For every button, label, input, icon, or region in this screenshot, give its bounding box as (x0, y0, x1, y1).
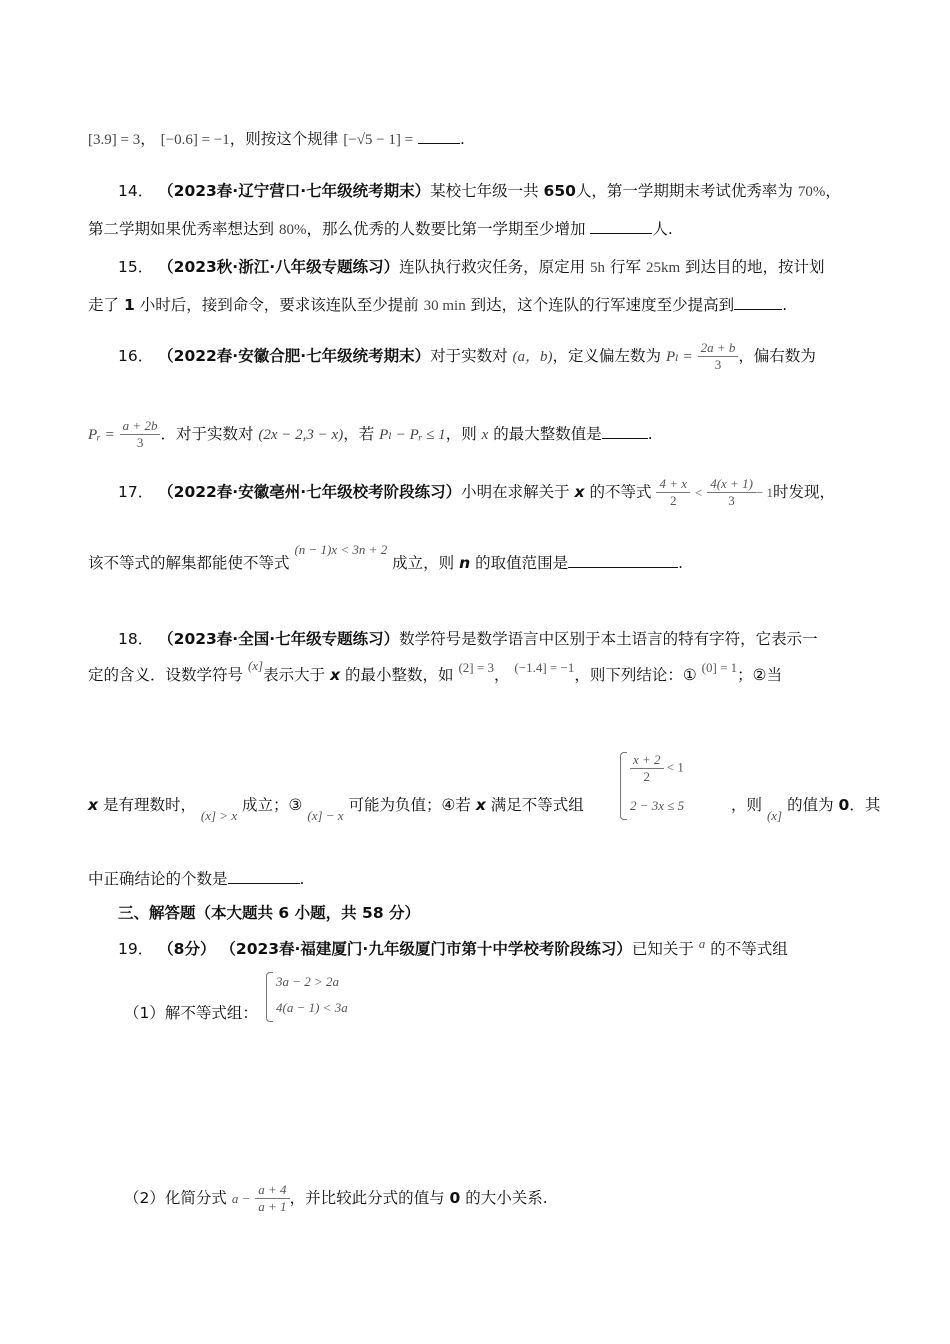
problem-text: 可能为负值；④若 (348, 796, 471, 814)
problem-text: 成立，则 (392, 554, 455, 572)
problem-source: （2022春·安徽亳州·七年级校考阶段练习） (158, 483, 462, 501)
problem-16-line-2 (88, 418, 653, 451)
problem-text: 的取值范围是 (475, 554, 569, 572)
problem-text: ，则下列结论：① (574, 666, 697, 684)
problem-source: （2023春·辽宁营口·七年级统考期末） (158, 182, 431, 200)
period: . (647, 425, 653, 443)
expr-floor-3-9: [3.9] = 3 (88, 132, 141, 148)
problem-text: 中正确结论的个数是 (88, 870, 228, 888)
system-eq-1 (630, 752, 684, 785)
variable-x: x (330, 666, 341, 684)
answer-blank-17[interactable] (568, 553, 678, 568)
problem-number: 16． (118, 347, 154, 365)
simplify-fraction (255, 1182, 289, 1215)
problem-18-line-3 (88, 794, 584, 823)
fraction (630, 752, 664, 785)
right-number-fraction (120, 418, 161, 451)
problem-number: 15． (118, 258, 154, 276)
period: . (678, 554, 684, 572)
conclusion-3: (x] − x (307, 808, 344, 823)
conclusion-1: (0] = 1 (701, 660, 738, 675)
percent-80: 80% (278, 222, 307, 238)
fraction-denominator: 3 (728, 493, 735, 508)
answer-blank-18[interactable] (228, 869, 300, 884)
problem-text: 表示大于 (263, 666, 326, 684)
problem-number: 14． (118, 182, 154, 200)
problem-number: 18． (118, 630, 154, 648)
problem-text: 该不等式的解集都能使不等式 (88, 554, 290, 572)
problem-text: ，并比较此分式的值与 (289, 1189, 445, 1207)
problem-text: ，定义偏左数为 (552, 347, 662, 365)
variable-x: x (481, 427, 489, 443)
fraction-left (656, 476, 690, 509)
problem-text: 的大小关系. (465, 1189, 548, 1207)
problem-text: ，那么优秀的人数要比第一学期至少增加 (306, 220, 586, 238)
fraction-numerator: 4 + x (656, 476, 690, 493)
fraction-denominator: a + 1 (258, 1199, 287, 1214)
ceil-symbol: (x] (247, 658, 264, 673)
inequality-n: (n − 1)x < 3n + 2 (294, 542, 388, 557)
problem-19-part-1 (124, 1002, 258, 1024)
expr-sqrt5: [−√5 − 1] = (343, 132, 414, 148)
problem-15-line-2 (88, 294, 787, 317)
problem-16-line-1 (118, 340, 816, 373)
problem-text: ，若 (343, 425, 375, 443)
answer-blank-14[interactable] (590, 219, 652, 234)
rhs: < 1 (666, 759, 684, 775)
problem-text: 时发现， (773, 483, 836, 501)
section-title-mid: 小题，共 (294, 904, 357, 922)
number-1: 1 (123, 296, 135, 314)
brace (266, 972, 273, 1022)
problem-text: 的最大整数值是 (493, 425, 602, 443)
number-650: 650 (543, 182, 576, 200)
example-2: (−1.4] = −1 (514, 660, 575, 675)
problem-text: 的不等式组 (710, 940, 788, 958)
fraction-numerator: a + 4 (255, 1182, 289, 1199)
problem-text: 对于实数对 (430, 347, 508, 365)
problem-source: （2023春·福建厦门·九年级厦门市第十中学校考阶段练习） (220, 940, 632, 958)
separator: ， (140, 130, 156, 148)
value-30min: 30 min (423, 298, 466, 314)
problem-text: 连队执行救灾任务，原定用 (399, 258, 586, 276)
expr-floor-neg-0-6: [−0.6] = −1 (160, 132, 230, 148)
inequality-system-18 (620, 752, 730, 822)
expr-a-minus: a − (231, 1191, 251, 1206)
number-0: 0 (449, 1189, 461, 1207)
problem-source: （2022春·安徽合肥·七年级统考期末） (158, 347, 431, 365)
brace (620, 752, 627, 820)
fraction-numerator: 4(x + 1) (707, 476, 756, 493)
period: . (299, 870, 305, 888)
variable-x: x (574, 483, 585, 501)
fraction-denominator: 2 (669, 493, 677, 508)
problem-19-part-2 (124, 1182, 548, 1215)
problem-text: 的不等式 (589, 483, 652, 501)
problem-text: 小时后，接到命令，要求该连队至少提前 (139, 296, 419, 314)
problem-18-line-4 (88, 868, 304, 890)
problem-source: （2023秋·浙江·八年级专题练习） (158, 258, 400, 276)
percent-70: 70% (797, 184, 826, 200)
problem-number: 17． (118, 483, 154, 501)
problem-15-line-1 (118, 256, 825, 279)
problem-text: 定的含义．设数学符号 (88, 666, 244, 684)
problem-text: 数学符号是数学语言中区别于本土语言的特有字符，它表示一 (399, 630, 818, 648)
value-5h: 5h (590, 260, 606, 276)
problem-14-line-2 (88, 218, 673, 241)
answer-blank-16[interactable] (602, 424, 648, 439)
right-number-label: Pᵣ = (88, 427, 115, 443)
problem-18-line-2 (88, 658, 783, 687)
variable-a: a (698, 936, 706, 951)
question-count: 6 (278, 904, 290, 922)
system-eq-2: 2 − 3x ≤ 5 (630, 798, 685, 813)
section-title-tail: 分） (389, 904, 421, 922)
problem-text: 人，第一学期期末考试优秀率为 (575, 182, 793, 200)
section-3-heading (118, 902, 420, 924)
condition: Pₗ − Pᵣ ≤ 1 (379, 427, 446, 443)
answer-blank-13[interactable] (418, 129, 460, 144)
problem-text: 满足不等式组 (490, 796, 584, 814)
fraction-denominator: 3 (136, 435, 144, 450)
problem-text: ．其 (849, 796, 881, 814)
problem-points: （8分） (158, 940, 216, 958)
problem-text: ，偏右数为 (738, 347, 816, 365)
fraction-numerator: a + 2b (120, 418, 161, 435)
problem-14-line-1 (118, 180, 841, 203)
problem-18-line-3-tail (731, 794, 881, 823)
problem-19-line-1 (118, 938, 788, 961)
section-title: 三、解答题（本大题共 (118, 904, 274, 922)
left-number-label: Pₗ = (666, 349, 693, 365)
problem-text: 小明在求解关于 (461, 483, 570, 501)
problem-text: ，则 (445, 425, 477, 443)
problem-text: 到达，这个连队的行军速度至少提高到 (470, 296, 735, 314)
problem-text: 的最小整数，如 (345, 666, 454, 684)
period: . (460, 130, 465, 148)
problem-text: 某校七年级一共 (430, 182, 539, 200)
problem-number: 19． (118, 940, 154, 958)
fraction-numerator: 2a + b (698, 340, 739, 357)
problem-text: ；②当 (737, 666, 783, 684)
problem-text: ，则 (731, 796, 763, 814)
system-eq-2: 4(a − 1) < 3a (276, 1000, 348, 1015)
problem-text: 的值为 (787, 796, 834, 814)
problem-text: 到达目的地，按计划 (685, 258, 825, 276)
problem-text: 已知关于 (631, 940, 694, 958)
problem-text: 行军 (609, 258, 641, 276)
problem-17-line-1 (118, 476, 835, 509)
variable-n: n (459, 554, 471, 572)
part-1-label: （1）解不等式组： (124, 1004, 258, 1022)
conclusion-4: (x] (766, 808, 783, 823)
part-2-label: （2）化简分式 (124, 1189, 227, 1207)
problem-text: 人. (652, 220, 673, 238)
total-score: 58 (362, 904, 384, 922)
value-25km: 25km (645, 260, 681, 276)
period: . (782, 296, 788, 314)
fraction-right (707, 476, 756, 509)
separator: ， (493, 666, 510, 684)
fraction-numerator: x + 2 (630, 752, 664, 769)
problem-13-text: ，则按这个规律 (229, 130, 339, 148)
problem-18-line-1 (118, 628, 818, 650)
problem-17-line-2 (88, 542, 684, 575)
problem-text: 成立；③ (242, 796, 303, 814)
pair-2x: (2x − 2,3 − x) (258, 427, 344, 443)
variable-x: x (475, 796, 486, 814)
number-0: 0 (838, 796, 850, 814)
variable-x: x (88, 796, 98, 814)
problem-text: 是有理数时， (102, 796, 196, 814)
minus-one: − 1 (755, 485, 773, 500)
problem-13-tail (88, 128, 465, 151)
problem-text: ．对于实数对 (160, 425, 254, 443)
example-1: (2] = 3 (458, 660, 494, 675)
problem-text: 第二学期如果优秀率想达到 (88, 220, 275, 238)
system-eq-1: 3a − 2 > 2a (276, 974, 340, 989)
less-than: < (694, 485, 703, 500)
fraction-denominator: 2 (643, 769, 651, 784)
problem-source: （2023春·全国·七年级专题练习） (158, 630, 400, 648)
answer-blank-15[interactable] (734, 295, 782, 310)
fraction-denominator: 3 (714, 357, 722, 372)
conclusion-2: (x] > x (200, 808, 238, 823)
pair-a-b: (a，b) (512, 349, 553, 365)
left-number-fraction (698, 340, 739, 373)
inequality-system-19 (266, 972, 386, 1024)
problem-text: 走了 (88, 296, 120, 314)
problem-text: ， (825, 182, 841, 200)
